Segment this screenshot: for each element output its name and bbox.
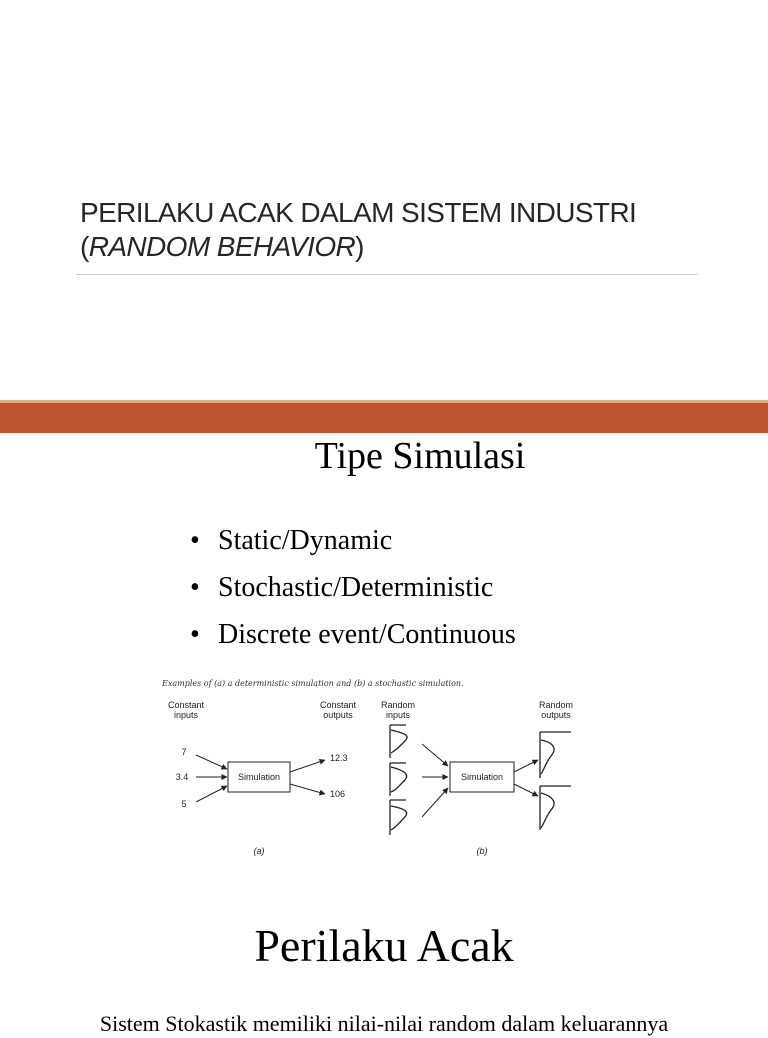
slide-title-heading: [80, 196, 720, 264]
a-input-value: 3.4: [175, 772, 189, 782]
input-distribution-icon: [390, 725, 407, 758]
accent-bar: [0, 403, 768, 433]
a-label: (a): [253, 846, 265, 856]
bullet-item: [190, 517, 516, 564]
a-outputs-header-2: outputs: [323, 710, 353, 720]
bullet-text: Static/Dynamic: [218, 525, 393, 556]
output-distribution-icon: [540, 732, 571, 778]
b-outputs-header-1: Random: [538, 700, 574, 710]
title-line-1: PERILAKU ACAK DALAM SISTEM INDUSTRI: [80, 197, 637, 228]
deterministic-diagram: [168, 700, 357, 856]
input-distribution-icon: [390, 800, 407, 835]
figure-caption: Examples of (a) a deterministic simulation and (b) a stochastic simulation.: [162, 679, 464, 688]
bullet-dot-icon: •: [190, 572, 200, 603]
slide3-title: Perilaku Acak: [254, 920, 514, 971]
bullet-item: [190, 611, 516, 658]
a-output-value: 12.3: [330, 753, 348, 763]
b-inputs-header-2: inputs: [385, 710, 411, 720]
b-label: (b): [476, 846, 488, 856]
a-input-value: 5: [181, 799, 187, 809]
b-outputs-header-2: outputs: [541, 710, 571, 720]
slide3-body-partial: Sistem Stokastik memiliki nilai-nilai random dalam keluarannya: [99, 1011, 669, 1036]
slide2-title: Tipe Simulasi: [314, 435, 526, 477]
bullet-item: [190, 564, 516, 611]
b-simulation-label: Simulation: [460, 772, 504, 782]
a-simulation-label: Simulation: [237, 772, 281, 782]
a-output-value: 106: [330, 789, 346, 799]
input-distribution-icon: [390, 763, 407, 796]
title-italic: RANDOM BEHAVIOR: [88, 231, 356, 262]
output-distribution-icon: [540, 786, 571, 830]
b-inputs-header-1: Random: [380, 700, 416, 710]
bullet-dot-icon: •: [190, 525, 200, 556]
bullet-list: [190, 517, 516, 658]
title-open-paren: (: [80, 231, 89, 262]
title-divider: [76, 274, 698, 275]
stochastic-diagram: [381, 700, 573, 856]
simulation-diagram: [160, 678, 590, 868]
a-input-value: 7: [181, 747, 187, 757]
bullet-text: Stochastic/Deterministic: [218, 572, 494, 603]
a-outputs-header-1: Constant: [319, 700, 357, 710]
a-inputs-header-1: Constant: [167, 700, 205, 710]
bullet-dot-icon: •: [190, 619, 200, 650]
slide-title: [0, 0, 768, 400]
a-inputs-header-2: inputs: [173, 710, 199, 720]
bullet-text: Discrete event/Continuous: [218, 619, 516, 650]
title-close-paren: ): [355, 231, 364, 262]
slide-tipe-simulasi: [0, 433, 768, 903]
